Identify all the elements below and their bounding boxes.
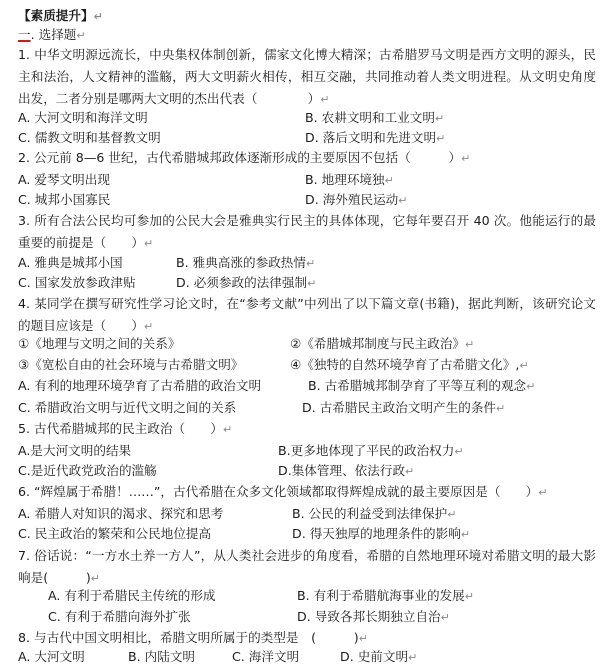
question-5-stem: 5. 古代希腊城邦的民主政治（ ）↵ bbox=[18, 421, 233, 436]
q6-option-b: B. 公民的利益受到法律保护↵ bbox=[292, 506, 457, 521]
q2-option-b: B. 地理环境独↵ bbox=[305, 172, 394, 187]
question-2-stem: 2. 公元前 8—6 世纪，古代希腊城邦政体逐渐形成的主要原因不包括（ ）↵ bbox=[18, 150, 471, 165]
q4-option-b: B. 古希腊城邦制孕育了平等互利的观念↵ bbox=[308, 378, 536, 393]
q6-option-d: D. 得天独厚的地理条件的影响↵ bbox=[292, 526, 471, 541]
question-7-stem: 7. 俗话说：“一方水土养一方人”，从人类社会进步的角度看，希腊的自然地理环境对希腊文明的最大影响是( )↵ bbox=[18, 548, 596, 585]
header-text: 【素质提升】 bbox=[18, 8, 94, 23]
question-4-stem: 4. 某同学在撰写研究性学习论文时，在“参考文献”中列出了以下篇文章(书籍)，据此判断，该研究论文的题目应该是（ ）↵ bbox=[18, 296, 596, 333]
q4-ref-1: ①《地理与文明之间的关系》 bbox=[18, 336, 181, 351]
q4-ref-4: ④《独特的自然环境孕育了古希腊文化》,↵ bbox=[290, 357, 529, 372]
paragraph-mark: ↵ bbox=[93, 10, 103, 23]
q5-option-a: A.是大河文明的结果 bbox=[18, 443, 132, 458]
q7-option-a: A. 有利于希腊民主传统的形成 bbox=[48, 588, 216, 603]
q4-option-c: C. 希腊政治文明与近代文明之间的关系 bbox=[18, 400, 237, 415]
question-8-stem: 8. 与古代中国文明相比，希腊文明所属于的类型是 ( )↵ bbox=[18, 630, 368, 645]
q7-option-c: C. 有利于希腊向海外扩张 bbox=[48, 609, 191, 624]
q8-option-a: A. 大河文明 bbox=[18, 649, 85, 664]
q5-option-c: C.是近代政党政治的滥觞 bbox=[18, 463, 157, 478]
question-3-stem: 3. 所有合法公民均可参加的公民大会是雅典实行民主的具体体现，它每年要召开 40 次。他能运行的最重要的前提是（ ）↵ bbox=[18, 213, 596, 250]
section-title-text: . 选择题 bbox=[30, 27, 77, 42]
q6-option-c: C. 民主政治的繁荣和公民地位提高 bbox=[18, 526, 212, 541]
q2-option-a: A. 爱琴文明出现 bbox=[18, 172, 110, 187]
q6-option-a: A. 希腊人对知识的渴求、探究和思考 bbox=[18, 506, 224, 521]
q2-option-c: C. 城邦小国寡民 bbox=[18, 192, 111, 207]
q7-option-d: D. 导致各邦长期独立自治↵ bbox=[297, 609, 450, 624]
question-6-stem: 6. “辉煌属于希腊！……”，古代希腊在众多文化领域都取得辉煌成就的最主要原因是（ ）↵ bbox=[18, 484, 548, 499]
q8-option-c: C. 海洋文明 bbox=[232, 649, 300, 664]
q3-option-b: B. 雅典高涨的参政热情↵ bbox=[176, 255, 316, 270]
q8-option-b: B. 内陆文明 bbox=[128, 649, 196, 664]
q3-option-a: A. 雅典是城邦小国 bbox=[18, 255, 123, 270]
q1-option-d: D. 落后文明和先进文明↵ bbox=[305, 130, 446, 145]
q1-option-a: A. 大河文明和海洋文明 bbox=[18, 110, 148, 125]
q4-ref-2: ②《希腊城邦制度与民主政治》↵ bbox=[290, 336, 475, 351]
q5-option-d: D.集体管理、依法行政↵ bbox=[278, 463, 415, 478]
section-title: 一. 选择题↵ bbox=[18, 27, 86, 42]
question-1-stem: 1. 中华文明源远流长，中央集权体制创新，儒家文化博大精深；古希腊罗马文明是西方文明的源头，民主和法治，人文精神的滥觞，两大文明薪火相传，相互交融，共同推动着人类文明进程。从文明史角度出发，二者分别是哪两大文明的杰出代表（ ）↵ bbox=[18, 47, 596, 106]
q3-option-d: D. 必须参政的法律强制↵ bbox=[176, 275, 317, 290]
q3-option-c: C. 国家发放参政津贴 bbox=[18, 275, 136, 290]
section-header bbox=[18, 6, 103, 27]
q8-option-d: D. 史前文明↵ bbox=[340, 649, 418, 664]
q7-option-b: B. 有利于希腊航海事业的发展↵ bbox=[297, 588, 474, 603]
q1-option-c: C. 儒教文明和基督教文明 bbox=[18, 130, 161, 145]
section-number: 一 bbox=[18, 27, 31, 42]
q1-option-b: B. 农耕文明和工业文明↵ bbox=[305, 110, 445, 125]
q4-option-d: D. 古希腊民主政治文明产生的条件↵ bbox=[302, 400, 506, 415]
q4-ref-3: ③《宽松自由的社会环境与古希腊文明》 bbox=[18, 357, 244, 372]
q2-option-d: D. 海外殖民运动↵ bbox=[305, 192, 408, 207]
q5-option-b: B.更多地体现了平民的政治权力↵ bbox=[278, 443, 464, 458]
q4-option-a: A. 有利的地理环境孕育了古希腊的政治文明 bbox=[18, 378, 262, 393]
